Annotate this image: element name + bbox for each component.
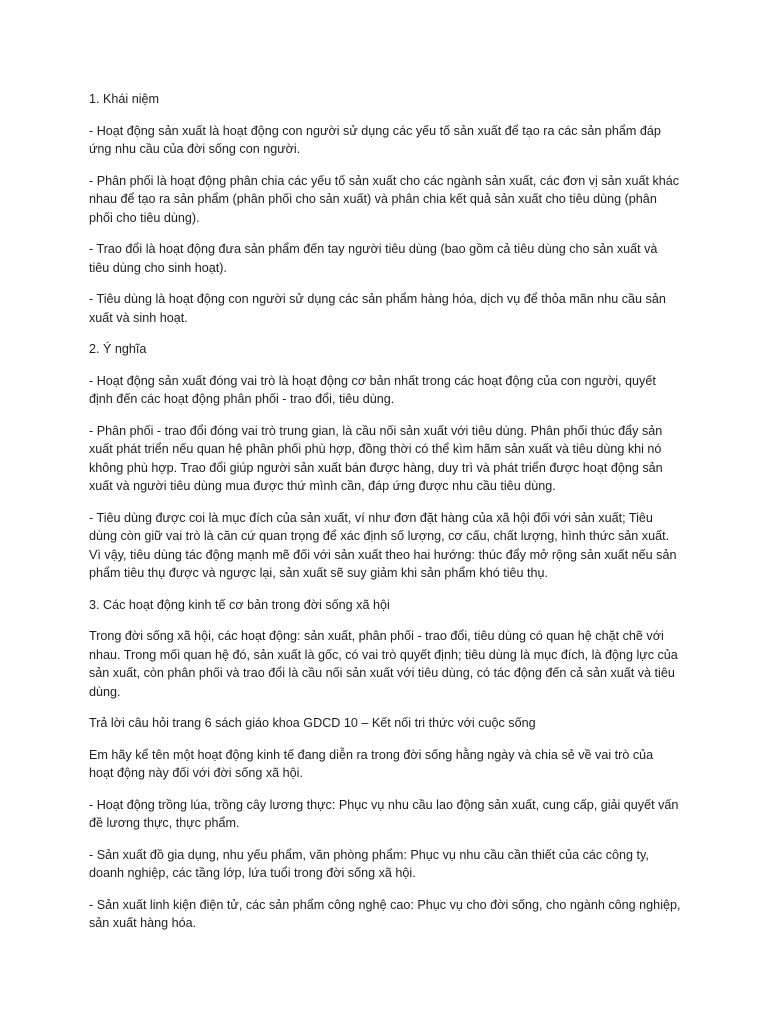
paragraph-production: - Hoạt động sản xuất là hoạt động con người sử dụng các yếu tố sản xuất để tạo ra các sản phẩm đáp ứng nhu cầu của đời sống con người. — [89, 123, 661, 156]
paragraph-production-role: - Hoạt động sản xuất đóng vai trò là hoạt động cơ bản nhất trong các hoạt động của con người, quyết định đến các hoạt động phân phối - trao đổi, tiêu dùng. — [89, 373, 656, 406]
document-body — [89, 90, 681, 946]
paragraph-distribution: - Phân phối là hoạt động phân chia các yếu tố sản xuất cho các ngành sản xuất, các đơn vị sản xuất khác nhau để tạo ra sản phẩm (phân phối cho sản xuất) và phân chia kết quả sản xuất cho tiêu dùng (phân phối cho tiêu dùng). — [89, 173, 680, 225]
answer-household-goods: - Sản xuất đồ gia dụng, nhu yếu phẩm, văn phòng phẩm: Phục vụ nhu cầu cần thiết của các công ty, doanh nghiệp, các tầng lớp, lứa tuổi trong đời sống xã hội. — [89, 847, 649, 880]
paragraph-relationship: Trong đời sống xã hội, các hoạt động: sản xuất, phân phối - trao đổi, tiêu dùng có quan hệ chặt chẽ với nhau. Trong mối quan hệ đó, sản xuất là gốc, có vai trò quyết định; tiêu dùng là mục đích, là động lực của sản xuất, còn phân phối và trao đổi là cầu nối sản xuất với tiêu dùng, có tác động đến cả sản xuất và tiêu dùng. — [89, 629, 678, 699]
paragraph-exchange: - Trao đổi là hoạt động đưa sản phẩm đến tay người tiêu dùng (bao gồm cả tiêu dùng cho sản xuất và tiêu dùng cho sinh hoạt). — [89, 242, 658, 275]
section-heading-meaning: 2. Ý nghĩa — [89, 342, 147, 356]
paragraph-consumption: - Tiêu dùng là hoạt động con người sử dụng các sản phẩm hàng hóa, dịch vụ để thỏa mãn nhu cầu sản xuất và sinh hoạt. — [89, 292, 666, 325]
section-heading-activities: 3. Các hoạt động kinh tế cơ bản trong đời sống xã hội — [89, 597, 390, 612]
paragraph-distribution-role: - Phân phối - trao đổi đóng vai trò trung gian, là cầu nối sản xuất với tiêu dùng. Phân phối thúc đẩy sản xuất phát triển nếu quan hệ phân phối phù hợp, đồng thời có thể kìm hãm sản xuất và tiêu dùng khi nó không phù hợp. Trao đổi giúp người sản xuất bán được hàng, duy trì và phát triển được hoạt động sản xuất và người tiêu dùng mua được thứ mình cần, đáp ứng được nhu cầu tiêu dùng. — [89, 423, 663, 493]
answer-rice-farming: - Hoạt động trồng lúa, trồng cây lương thực: Phục vụ nhu cầu lao động sản xuất, cung cấp, giải quyết vấn đề lương thực, thực phẩm. — [89, 797, 679, 830]
paragraph-consumption-role: - Tiêu dùng được coi là mục đích của sản xuất, ví như đơn đặt hàng của xã hội đối với sản xuất; Tiêu dùng còn giữ vai trò là căn cứ quan trọng để xác định số lượng, cơ cấu, chất lượng, hình thức sản xuất. Vì vậy, tiêu dùng tác động mạnh mẽ đối với sản xuất theo hai hướng: thúc đẩy mở rộng sản xuất nếu sản phẩm tiêu thụ được và ngược lại, sản xuất sẽ suy giảm khi sản phẩm khó tiêu thụ. — [89, 510, 677, 580]
question-prompt: Em hãy kể tên một hoạt động kinh tế đang diễn ra trong đời sống hằng ngày và chia sẻ về vai trò của hoạt động này đối với đời sống xã hội. — [89, 747, 654, 780]
section-heading-concept: 1. Khái niệm — [89, 92, 160, 106]
question-heading: Trả lời câu hỏi trang 6 sách giáo khoa GDCD 10 – Kết nối tri thức với cuộc sống — [89, 716, 536, 730]
answer-electronics: - Sản xuất linh kiện điện tử, các sản phẩm công nghệ cao: Phục vụ cho đời sống, cho ngành công nghiệp, sản xuất hàng hóa. — [89, 897, 681, 930]
